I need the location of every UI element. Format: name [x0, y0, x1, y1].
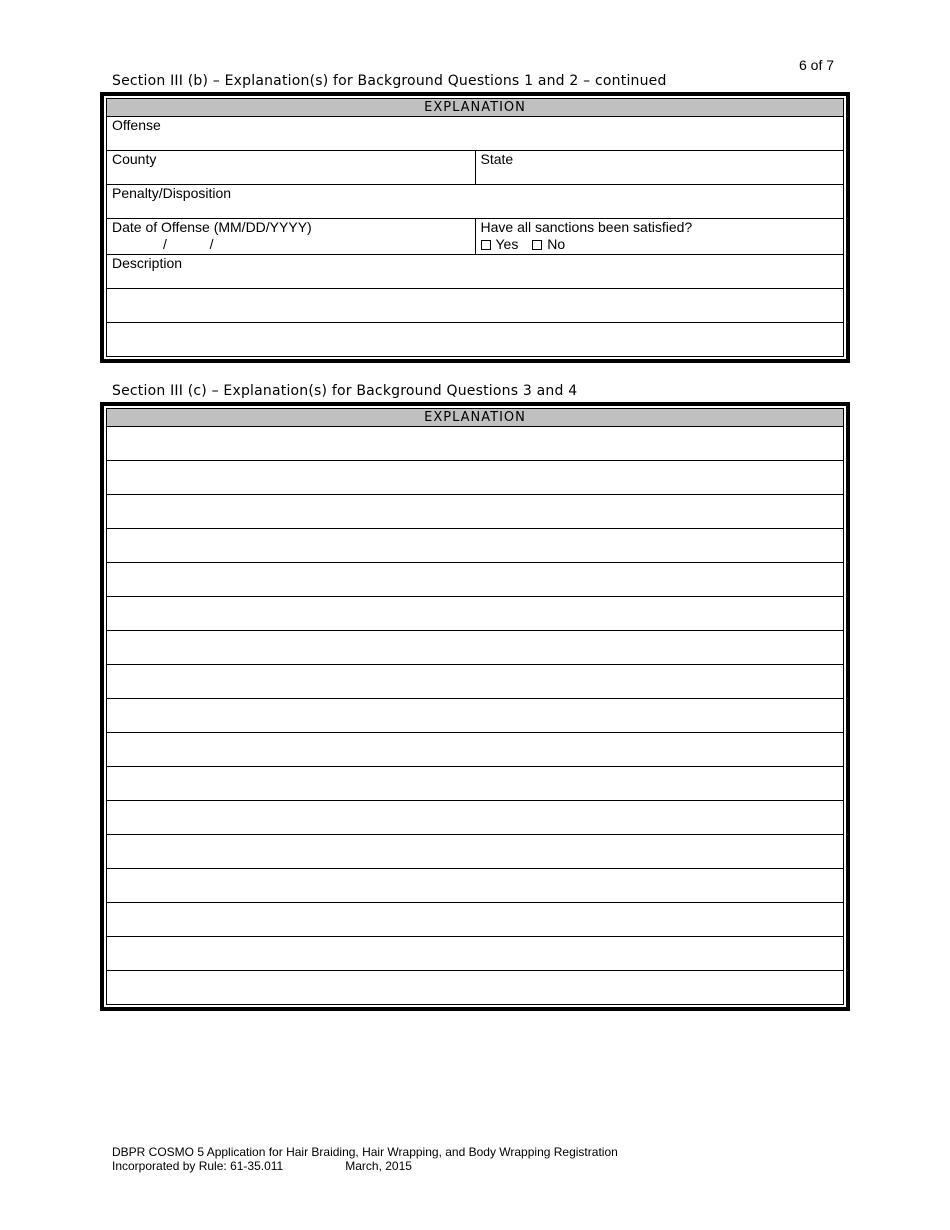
explanation-line[interactable]	[107, 665, 844, 699]
yes-checkbox[interactable]	[481, 236, 519, 252]
explanation-line[interactable]	[107, 563, 844, 597]
date-of-offense-label: Date of Offense (MM/DD/YYYY)	[112, 219, 312, 235]
penalty-disposition-label: Penalty/Disposition	[112, 185, 232, 201]
explanation-line[interactable]	[107, 971, 844, 1005]
county-field[interactable]	[107, 151, 476, 185]
explanation-line[interactable]	[107, 767, 844, 801]
explanation-line[interactable]	[107, 937, 844, 971]
date-slots: / /	[163, 236, 214, 252]
page-number: 6 of 7	[799, 57, 835, 73]
no-checkbox[interactable]	[532, 236, 565, 252]
state-label: State	[480, 151, 514, 167]
footer-form-title: DBPR COSMO 5 Application for Hair Braiding, Hair Wrapping, and Body Wrapping Registration	[112, 1145, 618, 1159]
penalty-disposition-field[interactable]	[107, 185, 844, 219]
state-field[interactable]	[475, 151, 844, 185]
section-c-title: Section III (c) – Explanation(s) for Background Questions 3 and 4	[112, 383, 578, 399]
description-field[interactable]	[107, 255, 844, 289]
explanation-line[interactable]	[107, 801, 844, 835]
description-label: Description	[112, 255, 183, 271]
explanation-line[interactable]	[107, 733, 844, 767]
yes-label: Yes	[495, 236, 519, 252]
explanation-line[interactable]	[107, 427, 844, 461]
footer-rule: Incorporated by Rule: 61-35.011	[112, 1159, 284, 1173]
description-line[interactable]	[107, 289, 844, 323]
county-label: County	[112, 151, 157, 167]
section-b-header: EXPLANATION	[107, 99, 844, 117]
offense-label: Offense	[112, 117, 161, 133]
explanation-line[interactable]	[107, 461, 844, 495]
explanation-line[interactable]	[107, 597, 844, 631]
section-c-table	[106, 408, 844, 1005]
section-c-header: EXPLANATION	[107, 409, 844, 427]
section-b-title: Section III (b) – Explanation(s) for Background Questions 1 and 2 – continued	[112, 73, 667, 89]
date-of-offense-field[interactable]	[107, 219, 476, 255]
explanation-line[interactable]	[107, 903, 844, 937]
sanctions-field	[475, 219, 844, 255]
explanation-line[interactable]	[107, 631, 844, 665]
checkbox-icon	[532, 240, 542, 250]
section-b-table	[106, 98, 844, 357]
checkbox-icon	[481, 240, 491, 250]
footer-date: March, 2015	[345, 1159, 412, 1173]
footer	[112, 1145, 618, 1173]
explanation-line[interactable]	[107, 835, 844, 869]
offense-field[interactable]	[107, 117, 844, 151]
section-b-form	[100, 92, 850, 363]
explanation-line[interactable]	[107, 869, 844, 903]
section-c-form	[100, 402, 850, 1011]
explanation-line[interactable]	[107, 699, 844, 733]
sanctions-label: Have all sanctions been satisfied?	[480, 219, 693, 235]
explanation-line[interactable]	[107, 495, 844, 529]
description-line[interactable]	[107, 323, 844, 357]
no-label: No	[547, 236, 566, 252]
explanation-line[interactable]	[107, 529, 844, 563]
